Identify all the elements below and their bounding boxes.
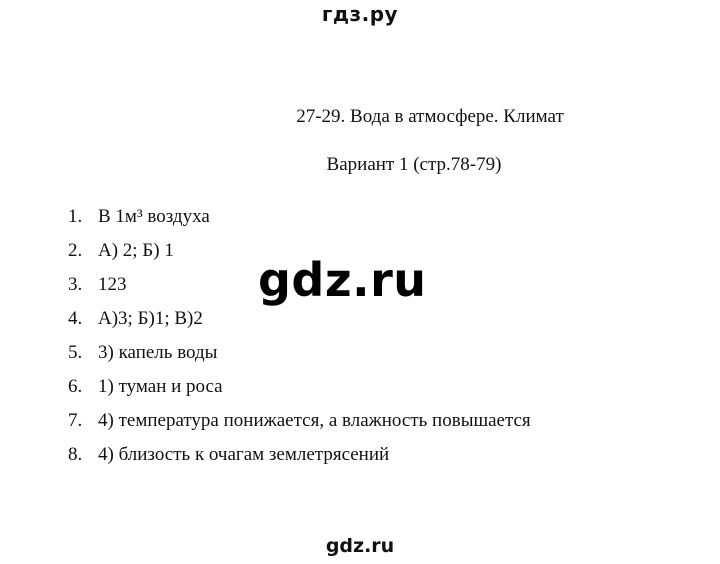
- answer-text: А) 2; Б) 1: [98, 240, 174, 261]
- answer-number: 7.: [68, 410, 83, 431]
- answer-number: 4.: [68, 308, 83, 329]
- answer-number: 6.: [68, 376, 83, 397]
- answer-number: 3.: [68, 274, 83, 295]
- answer-text: 4) температура понижается, а влажность повышается: [98, 410, 531, 431]
- answer-text: А)3; Б)1; В)2: [98, 308, 203, 329]
- answer-text: 3) капель воды: [98, 342, 218, 363]
- answer-text: 4) близость к очагам землетрясений: [98, 444, 390, 465]
- answer-item-5: [68, 336, 531, 370]
- answer-text: 123: [98, 274, 127, 295]
- site-header-logo[interactable]: гдз.ру: [321, 2, 399, 26]
- variant-subtitle: Вариант 1 (стр.78-79): [326, 154, 502, 175]
- answer-number: 1.: [68, 206, 83, 227]
- site-footer-logo[interactable]: gdz.ru: [325, 535, 395, 557]
- answer-number: 5.: [68, 342, 83, 363]
- watermark-logo: gdz.ru: [258, 253, 427, 307]
- answers-list: [68, 200, 531, 472]
- answer-item-1: [68, 200, 531, 234]
- answer-item-6: [68, 370, 531, 404]
- answer-text: 1) туман и роса: [98, 376, 223, 397]
- answer-item-8: [68, 438, 531, 472]
- answer-text: В 1м³ воздуха: [98, 206, 210, 227]
- answer-item-7: [68, 404, 531, 438]
- answer-number: 2.: [68, 240, 83, 261]
- document-title: 27-29. Вода в атмосфере. Климат: [296, 106, 564, 127]
- answer-number: 8.: [68, 444, 83, 465]
